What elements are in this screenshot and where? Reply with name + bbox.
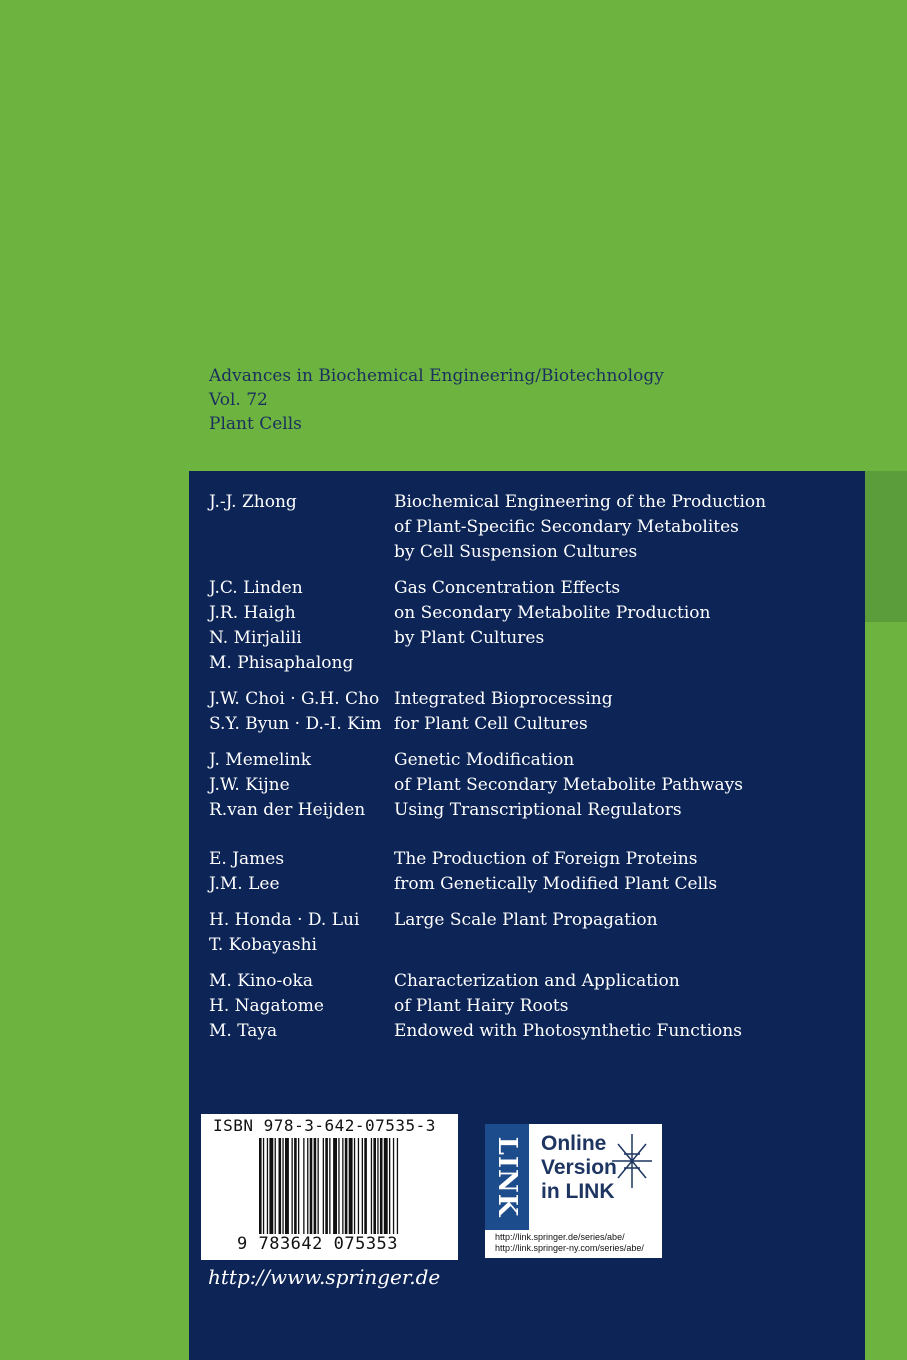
author-name: J. Memelink — [209, 750, 312, 770]
author-name: M. Kino-oka — [209, 971, 313, 991]
entry-title — [394, 490, 849, 565]
sparkle-icon — [610, 1132, 654, 1190]
entry-authors — [209, 748, 394, 823]
title-line: Using Transcriptional Regulators — [394, 800, 682, 820]
author-name: J.R. Haigh — [209, 603, 296, 623]
author-name: J.-J. Zhong — [209, 492, 297, 512]
author-name: M. Phisaphalong — [209, 653, 354, 673]
author-name: N. Mirjalili — [209, 628, 302, 648]
contents-entry — [209, 576, 849, 676]
isbn-barcode-box — [201, 1114, 458, 1260]
series-volume: Vol. 72 — [209, 390, 268, 410]
author-name: J.W. Kijne — [209, 775, 290, 795]
contents-entry — [209, 687, 849, 737]
contents-entry — [209, 969, 849, 1044]
entry-title — [394, 969, 849, 1044]
link-brand-bar — [485, 1124, 529, 1230]
title-line: Endowed with Photosynthetic Functions — [394, 1021, 742, 1041]
online-line: Online — [541, 1132, 607, 1155]
online-line: in LINK — [541, 1180, 615, 1203]
isbn-label: ISBN 978-3-642-07535-3 — [213, 1116, 436, 1135]
author-name: J.W. Choi · G.H. Cho — [209, 689, 380, 709]
author-name: J.M. Lee — [209, 874, 280, 894]
entry-authors — [209, 969, 394, 1044]
link-url-de[interactable]: http://link.springer.de/series/abe/ — [495, 1232, 625, 1242]
entry-title — [394, 908, 849, 958]
title-line: for Plant Cell Cultures — [394, 714, 588, 734]
author-name: H. Honda · D. Lui — [209, 910, 360, 930]
title-line: of Plant-Specific Secondary Metabolites — [394, 517, 739, 537]
title-line: of Plant Hairy Roots — [394, 996, 569, 1016]
title-line: by Plant Cultures — [394, 628, 545, 648]
title-line: Large Scale Plant Propagation — [394, 910, 658, 930]
author-name: E. James — [209, 849, 285, 869]
entry-authors — [209, 687, 394, 737]
entry-title — [394, 576, 849, 676]
entry-title — [394, 687, 849, 737]
barcode-icon — [259, 1138, 431, 1238]
link-url-ny[interactable]: http://link.springer-ny.com/series/abe/ — [495, 1243, 644, 1253]
entry-authors — [209, 576, 394, 676]
link-online-logo[interactable] — [485, 1124, 662, 1258]
online-version-text — [541, 1132, 617, 1204]
author-name: M. Taya — [209, 1021, 278, 1041]
author-name: S.Y. Byun · D.-I. Kim — [209, 714, 382, 734]
title-line: Characterization and Application — [394, 971, 680, 991]
entry-authors — [209, 908, 394, 958]
online-line: Version — [541, 1156, 617, 1179]
title-line: by Cell Suspension Cultures — [394, 542, 638, 562]
title-line: The Production of Foreign Proteins — [394, 849, 698, 869]
series-name: Advances in Biochemical Engineering/Biotechnology — [209, 366, 664, 386]
author-name: H. Nagatome — [209, 996, 324, 1016]
contents-entry — [209, 490, 849, 565]
author-name: R.van der Heijden — [209, 800, 366, 820]
title-line: from Genetically Modified Plant Cells — [394, 874, 718, 894]
contents-entry — [209, 847, 849, 897]
series-subtitle: Plant Cells — [209, 414, 302, 434]
title-line: of Plant Secondary Metabolite Pathways — [394, 775, 744, 795]
series-block — [209, 364, 664, 436]
table-of-contents — [209, 490, 849, 1055]
contents-entry — [209, 908, 849, 958]
entry-title — [394, 847, 849, 897]
author-name: T. Kobayashi — [209, 935, 317, 955]
side-tab — [865, 471, 907, 622]
ean-number: 9 783642 075353 — [237, 1234, 399, 1254]
contents-entry — [209, 748, 849, 823]
title-line: Integrated Bioprocessing — [394, 689, 613, 709]
title-line: on Secondary Metabolite Production — [394, 603, 711, 623]
entry-authors — [209, 847, 394, 897]
publisher-url[interactable]: http://www.springer.de — [208, 1265, 441, 1289]
link-brand-word: LINK — [492, 1136, 522, 1218]
entry-title — [394, 748, 849, 823]
entry-authors — [209, 490, 394, 565]
title-line: Biochemical Engineering of the Production — [394, 492, 767, 512]
title-line: Gas Concentration Effects — [394, 578, 621, 598]
author-name: J.C. Linden — [209, 578, 303, 598]
title-line: Genetic Modification — [394, 750, 575, 770]
